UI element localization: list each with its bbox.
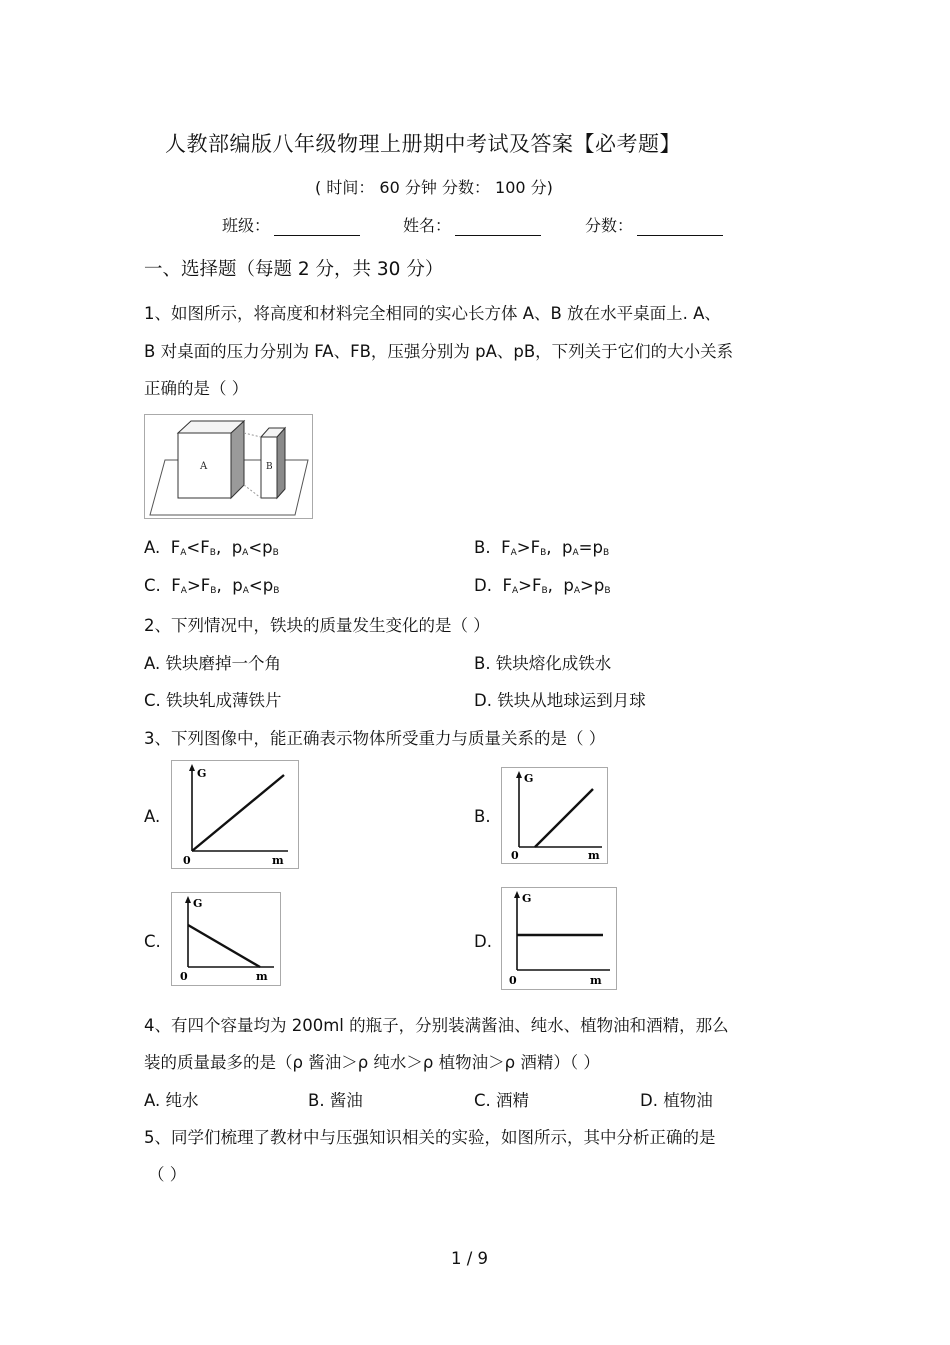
graph-c-line: [188, 925, 260, 967]
q3-label-d: D.: [474, 932, 492, 951]
score-blank: [637, 217, 723, 236]
name-field: [403, 213, 541, 236]
class-blank: [274, 217, 360, 236]
score-field: [585, 213, 723, 236]
q1-option-b: B. $F_A>F_B$, $p_A=p_B$: [474, 538, 610, 558]
graph-a-x-label: m: [272, 854, 284, 867]
graph-c-x-label: m: [256, 970, 268, 983]
block-a-label: A: [200, 461, 208, 472]
q4-option-b: B. 酱油: [308, 1091, 363, 1110]
blocks-diagram: [145, 415, 312, 518]
q1-option-a: A. $F_A<F_B$, $p_A<p_B$: [144, 538, 279, 558]
page-title: 人教部编版八年级物理上册期中考试及答案【必考题】: [165, 132, 681, 156]
q1-option-d: D. $F_A>F_B$, $p_A>p_B$: [474, 576, 611, 596]
q4-option-d: D. 植物油: [640, 1091, 713, 1110]
graph-b-y-label: G: [524, 772, 534, 785]
section-heading: 一、选择题（每题 2 分，共 30 分）: [144, 259, 444, 280]
graph-a-line: [192, 775, 284, 851]
q1-line1: 1、如图所示，将高度和材料完全相同的实心长方体 A、B 放在水平桌面上. A、: [144, 304, 721, 323]
graph-b-origin: 0: [511, 849, 519, 862]
class-label: 班级：: [222, 216, 271, 235]
graph-c: [171, 892, 281, 986]
q3-stem: 3、下列图像中，能正确表示物体所受重力与质量关系的是（ ）: [144, 729, 606, 748]
exam-meta: ( 时间： 60 分钟 分数： 100 分): [315, 178, 553, 197]
q1-option-c: C. $F_A>F_B$, $p_A<p_B$: [144, 576, 280, 596]
q2-option-c: C. 铁块轧成薄铁片: [144, 691, 282, 710]
graph-d: [501, 887, 617, 990]
q3-label-a: A.: [144, 807, 161, 826]
q3-label-b: B.: [474, 807, 491, 826]
graph-c-y-label: G: [193, 897, 203, 910]
q2-stem: 2、下列情况中，铁块的质量发生变化的是（ ）: [144, 616, 490, 635]
class-field: [222, 213, 360, 236]
page-number: 1 / 9: [451, 1249, 489, 1268]
q4-option-a: A. 纯水: [144, 1091, 199, 1110]
graph-a: [171, 760, 299, 869]
graph-b-line: [535, 789, 593, 847]
q4-line1: 4、有四个容量均为 200ml 的瓶子，分别装满酱油、纯水、植物油和酒精，那么: [144, 1016, 729, 1035]
graph-b: [501, 767, 608, 864]
name-label: 姓名：: [403, 216, 452, 235]
q5-line1: 5、同学们梳理了教材中与压强知识相关的实验，如图所示，其中分析正确的是: [144, 1128, 716, 1147]
q1-line2: B 对桌面的压力分别为 FA、FB，压强分别为 pA、pB，下列关于它们的大小关系: [144, 342, 734, 361]
score-label: 分数：: [585, 216, 634, 235]
q2-option-a: A. 铁块磨掉一个角: [144, 654, 281, 673]
q3-label-c: C.: [144, 932, 161, 951]
block-b-label: B: [266, 462, 273, 472]
graph-d-origin: 0: [509, 974, 517, 987]
q1-line3: 正确的是（ ）: [144, 379, 249, 398]
graph-d-x-label: m: [590, 974, 602, 987]
graph-b-x-label: m: [588, 849, 600, 862]
q2-option-d: D. 铁块从地球运到月球: [474, 691, 646, 710]
graph-d-y-label: G: [522, 892, 532, 905]
q4-option-c: C. 酒精: [474, 1091, 530, 1110]
q1-figure: [144, 414, 313, 519]
graph-a-origin: 0: [183, 854, 191, 867]
q4-line2: 装的质量最多的是（ρ 酱油＞ρ 纯水＞ρ 植物油＞ρ 酒精）（ ）: [144, 1053, 600, 1072]
graph-a-y-label: G: [197, 767, 207, 780]
q5-line2: （ ）: [148, 1165, 187, 1184]
graph-c-origin: 0: [180, 970, 188, 983]
q2-option-b: B. 铁块熔化成铁水: [474, 654, 612, 673]
name-blank: [455, 217, 541, 236]
